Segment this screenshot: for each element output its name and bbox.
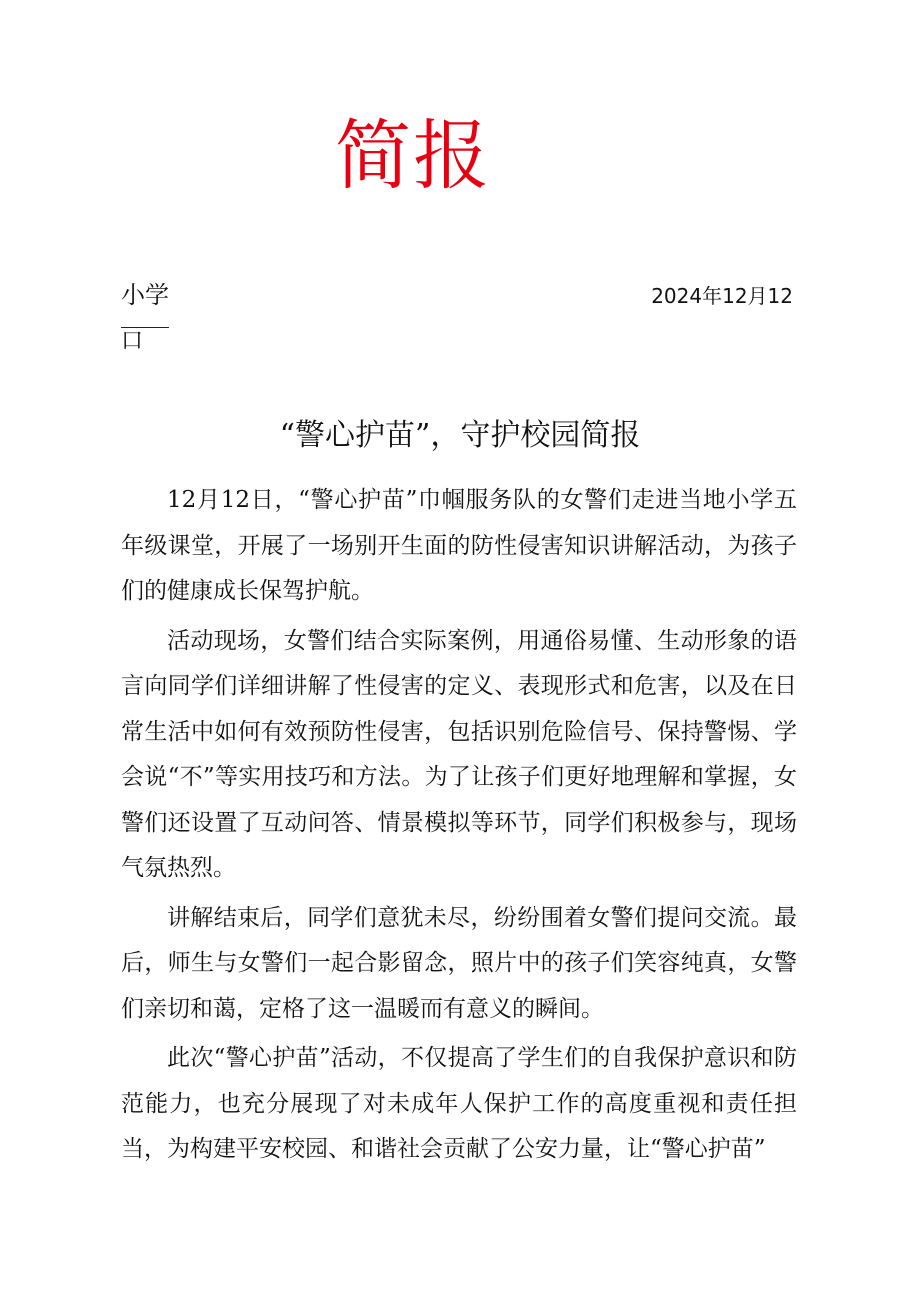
article-title: “警心护苗”，守护校园简报: [279, 418, 641, 453]
placeholder-glyph: 口: [121, 329, 144, 354]
paragraph-2: 活动现场，女警们结合实际案例，用通俗易懂、生动形象的语言向同学们详细讲解了性侵害的定义、表现形式和危害，以及在日常生活中如何有效预防性侵害，包括识别危险信号、保持警惕、学会说“不”等实用技巧和方法。为了让孩子们更好地理解和掌握，女警们还设置了互动问答、情景模拟等环节，同学们积极参与，现场气氛热烈。: [121, 627, 797, 881]
school-name: 小学: [121, 281, 169, 309]
issue-date: 2024年12月12: [651, 284, 793, 308]
paragraph-3: 讲解结束后，同学们意犹未尽，纷纷围着女警们提问交流。最后，师生与女警们一起合影留念，照片中的孩子们笑容纯真，女警们亲切和蔼，定格了这一温暖而有意义的瞬间。: [121, 904, 797, 1022]
article-body: [121, 478, 797, 1177]
underline-rule: [121, 327, 169, 328]
paragraph-4: 此次“警心护苗”活动，不仅提高了学生们的自我保护意识和防范能力，也充分展现了对未成年人保护工作的高度重视和责任担当，为构建平安校园、和谐社会贡献了公安力量，让“警心护苗”: [121, 1045, 797, 1162]
masthead-title: 简报: [335, 111, 491, 200]
issuer-block: [121, 280, 181, 354]
paragraph-1: 12月12日，“警心护苗”巾帼服务队的女警们走进当地小学五年级课堂，开展了一场别开生面的防性侵害知识讲解活动，为孩子们的健康成长保驾护航。: [121, 487, 797, 604]
